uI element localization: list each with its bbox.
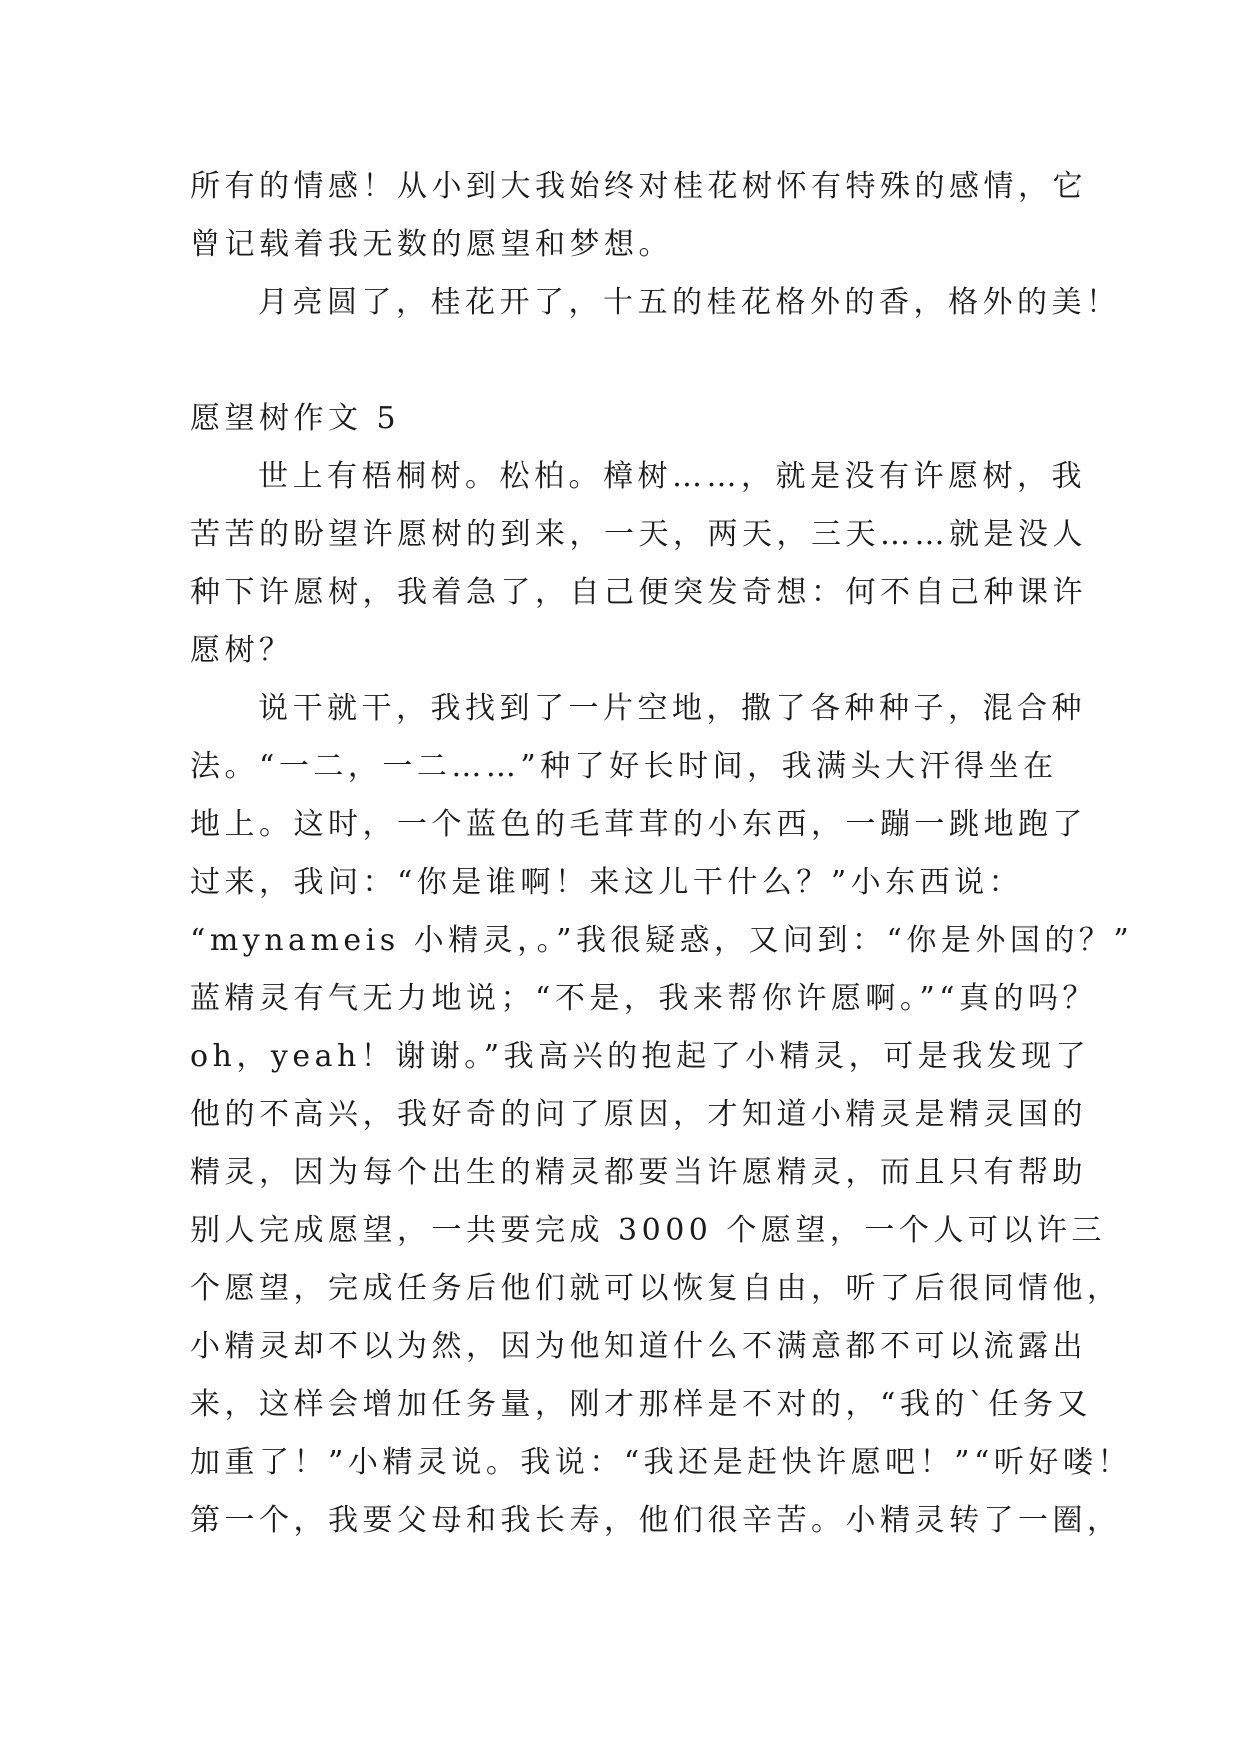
text-line: 说干就干，我找到了一片空地，撒了各种种子，混合种 [258, 691, 1086, 726]
text-line: 他的不高兴，我好奇的问了原因，才知道小精灵是精灵国的 [190, 1097, 1087, 1132]
text-line: oh，yeah！谢谢。”我高兴的抱起了小精灵，可是我发现了 [190, 1039, 1091, 1074]
text-line: 所有的情感！从小到大我始终对桂花树怀有特殊的感情，它 [190, 169, 1087, 204]
closing-line: 月亮圆了，桂花开了，十五的桂花格外的香，格外的美！ [258, 285, 1121, 320]
text-line: 蓝精灵有气无力地说；“不是，我来帮你许愿啊。”“真的吗？ [190, 981, 1098, 1016]
text-line: “mynameis 小精灵，。”我很疑惑，又问到：“你是外国的？” [190, 923, 1134, 958]
text-line: 个愿望，完成任务后他们就可以恢复自由，听了后很同情他， [190, 1271, 1122, 1306]
text-line: 加重了！”小精灵说。我说：“我还是赶快许愿吧！”“听好喽！ [190, 1445, 1132, 1480]
paragraph-gap [190, 332, 1060, 390]
text-line: 曾记载着我无数的愿望和梦想。 [190, 227, 673, 262]
document-body [190, 158, 1134, 1550]
text-line: 法。“一二，一二……”种了好长时间，我满头大汗得坐在 [190, 749, 1058, 784]
text-line: 精灵，因为每个出生的精灵都要当许愿精灵，而且只有帮助 [190, 1155, 1087, 1190]
text-line: 愿树？ [190, 633, 294, 668]
text-line: 别人完成愿望，一共要完成 3000 个愿望，一个人可以许三 [190, 1213, 1106, 1248]
text-line: 过来，我问：“你是谁啊！来这儿干什么？”小东西说： [190, 865, 1024, 900]
text-line: 种下许愿树，我着急了，自己便突发奇想：何不自己种课许 [190, 575, 1087, 610]
text-line: 地上。这时，一个蓝色的毛茸茸的小东西，一蹦一跳地跑了 [190, 807, 1087, 842]
text-line: 苦苦的盼望许愿树的到来，一天，两天，三天……就是没人 [190, 517, 1087, 552]
text-line: 来，这样会增加任务量，刚才那样是不对的，“我的`任务又 [190, 1387, 1092, 1422]
text-line: 世上有梧桐树。松柏。樟树……，就是没有许愿树，我 [258, 459, 1086, 494]
text-line: 第一个，我要父母和我长寿，他们很辛苦。小精灵转了一圈， [190, 1503, 1122, 1538]
text-line: 小精灵却不以为然，因为他知道什么不满意都不可以流露出 [190, 1329, 1087, 1364]
section-heading: 愿望树作文 5 [190, 401, 401, 436]
